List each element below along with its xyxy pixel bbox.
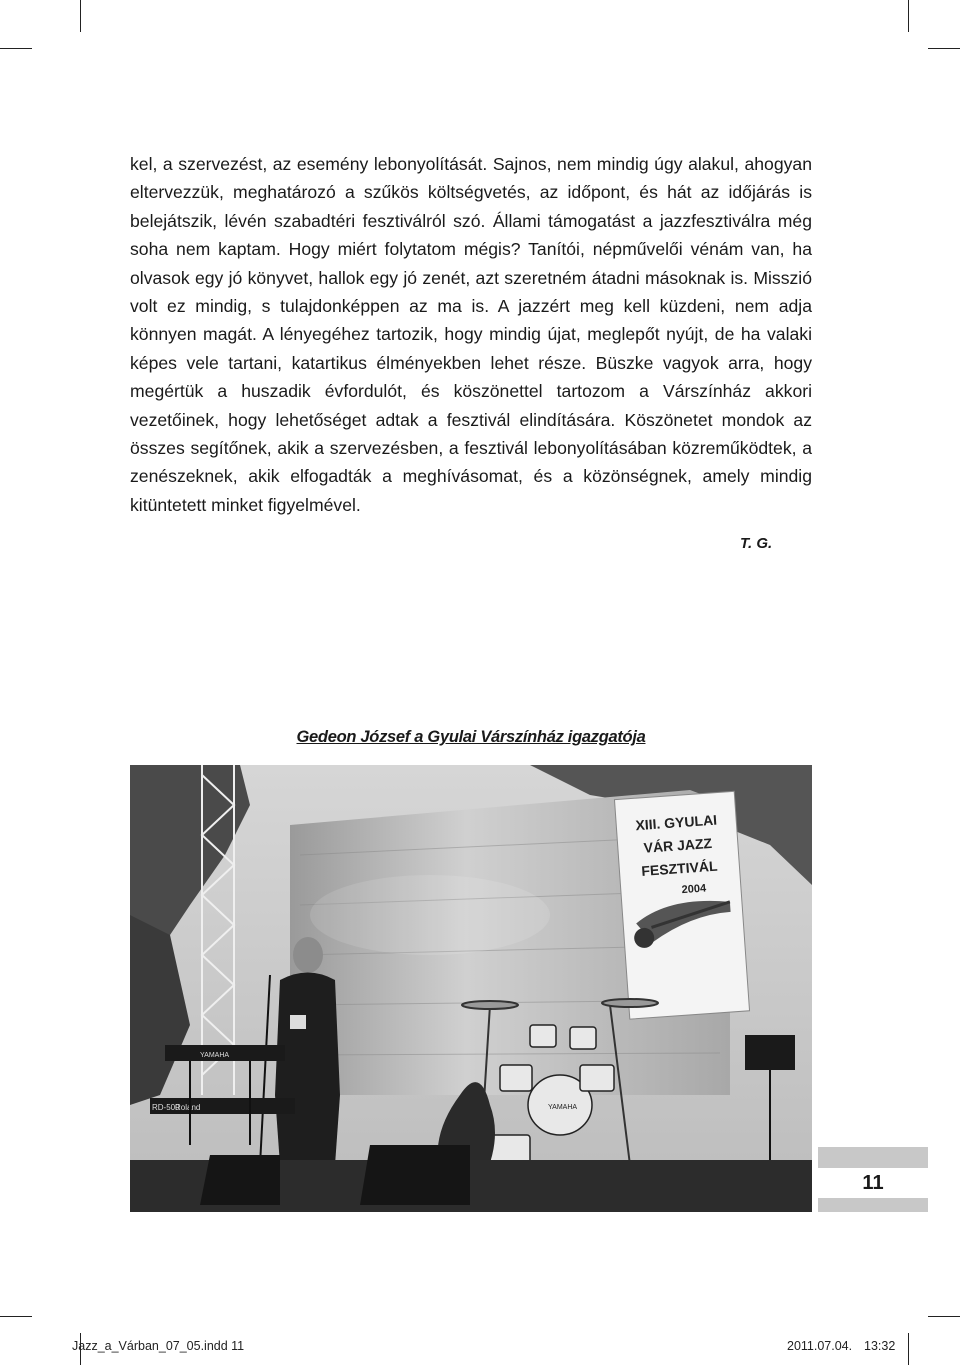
page-number-bottom-bar [818, 1198, 928, 1212]
crop-mark [928, 1316, 960, 1317]
photo-caption: Gedeon József a Gyulai Várszínház igazgatója [296, 728, 646, 746]
slug-time: 13:32 [864, 1339, 896, 1353]
page-number-box [818, 1147, 928, 1212]
signature: T. G. [740, 535, 773, 552]
crop-mark [908, 0, 909, 32]
crop-mark [0, 1316, 32, 1317]
crop-mark [928, 48, 960, 49]
crop-mark [0, 48, 32, 49]
body-paragraph: kel, a szervezést, az esemény lebonyolítását. Sajnos, nem mindig úgy alakul, ahogyan eltervezzük, meghatározó a szűkös költségvetés, az időpont, és hát az időjárás is belejátszik, lévén szabadtéri fesztiválról szó. Állami támogatást a jazzfesztiválra még soha nem kaptam. Hogy miért folytatom mégis? Tanítói, népművelői vénám van, ha olvasok egy jó könyvet, hallok egy jó zenét, azt szeretném átadni másoknak is. Misszió volt ez mindig, s tulajdonképpen az ma is. A jazzért meg kell küzdeni, nem adja könnyen magát. A lényegéhez tartozik, hogy mindig újat, meglepőt nyújt, de ha valaki képes vele tartani, katartikus élményekben lehet része. Büszke vagyok arra, hogy megértük a huszadik évfordulót, és köszönettel tartozom a Várszínház akkori vezetőinek, hogy lehetőséget adtak a fesztivál elindítására. Köszönetet mondok az összes segítőnek, akik a szervezésben, a fesztivál lebonyolításában közreműködtek, a zenészeknek, akik elfogadták a meghívásomat, és a közönségnek, amely mindig kitüntetett minket figyelmével. [130, 154, 812, 515]
banner-line-4: 2004 [681, 882, 707, 897]
slug-filename: Jazz_a_Várban_07_05.indd 11 [72, 1339, 245, 1353]
page-number-top-bar [818, 1147, 928, 1168]
banner-line-1: XIII. GYULAI [634, 811, 718, 834]
stage-photo [130, 765, 812, 1212]
banner-line-2: VÁR JAZZ [643, 834, 713, 856]
keyboard-brand-2: Roland [175, 1103, 201, 1112]
keyboard-brand: YAMAHA [200, 1052, 230, 1059]
drum-brand: YAMAHA [548, 1104, 578, 1111]
crop-mark [908, 1333, 909, 1365]
page-number: 11 [862, 1172, 884, 1194]
banner-line-3: FESZTIVÁL [640, 857, 719, 879]
keyboard-model: RD-500 [152, 1103, 180, 1112]
crop-mark [80, 0, 81, 32]
body-text [130, 150, 812, 519]
slug-date: 2011.07.04. [787, 1339, 853, 1353]
stage-photo-illustration [130, 765, 812, 1212]
